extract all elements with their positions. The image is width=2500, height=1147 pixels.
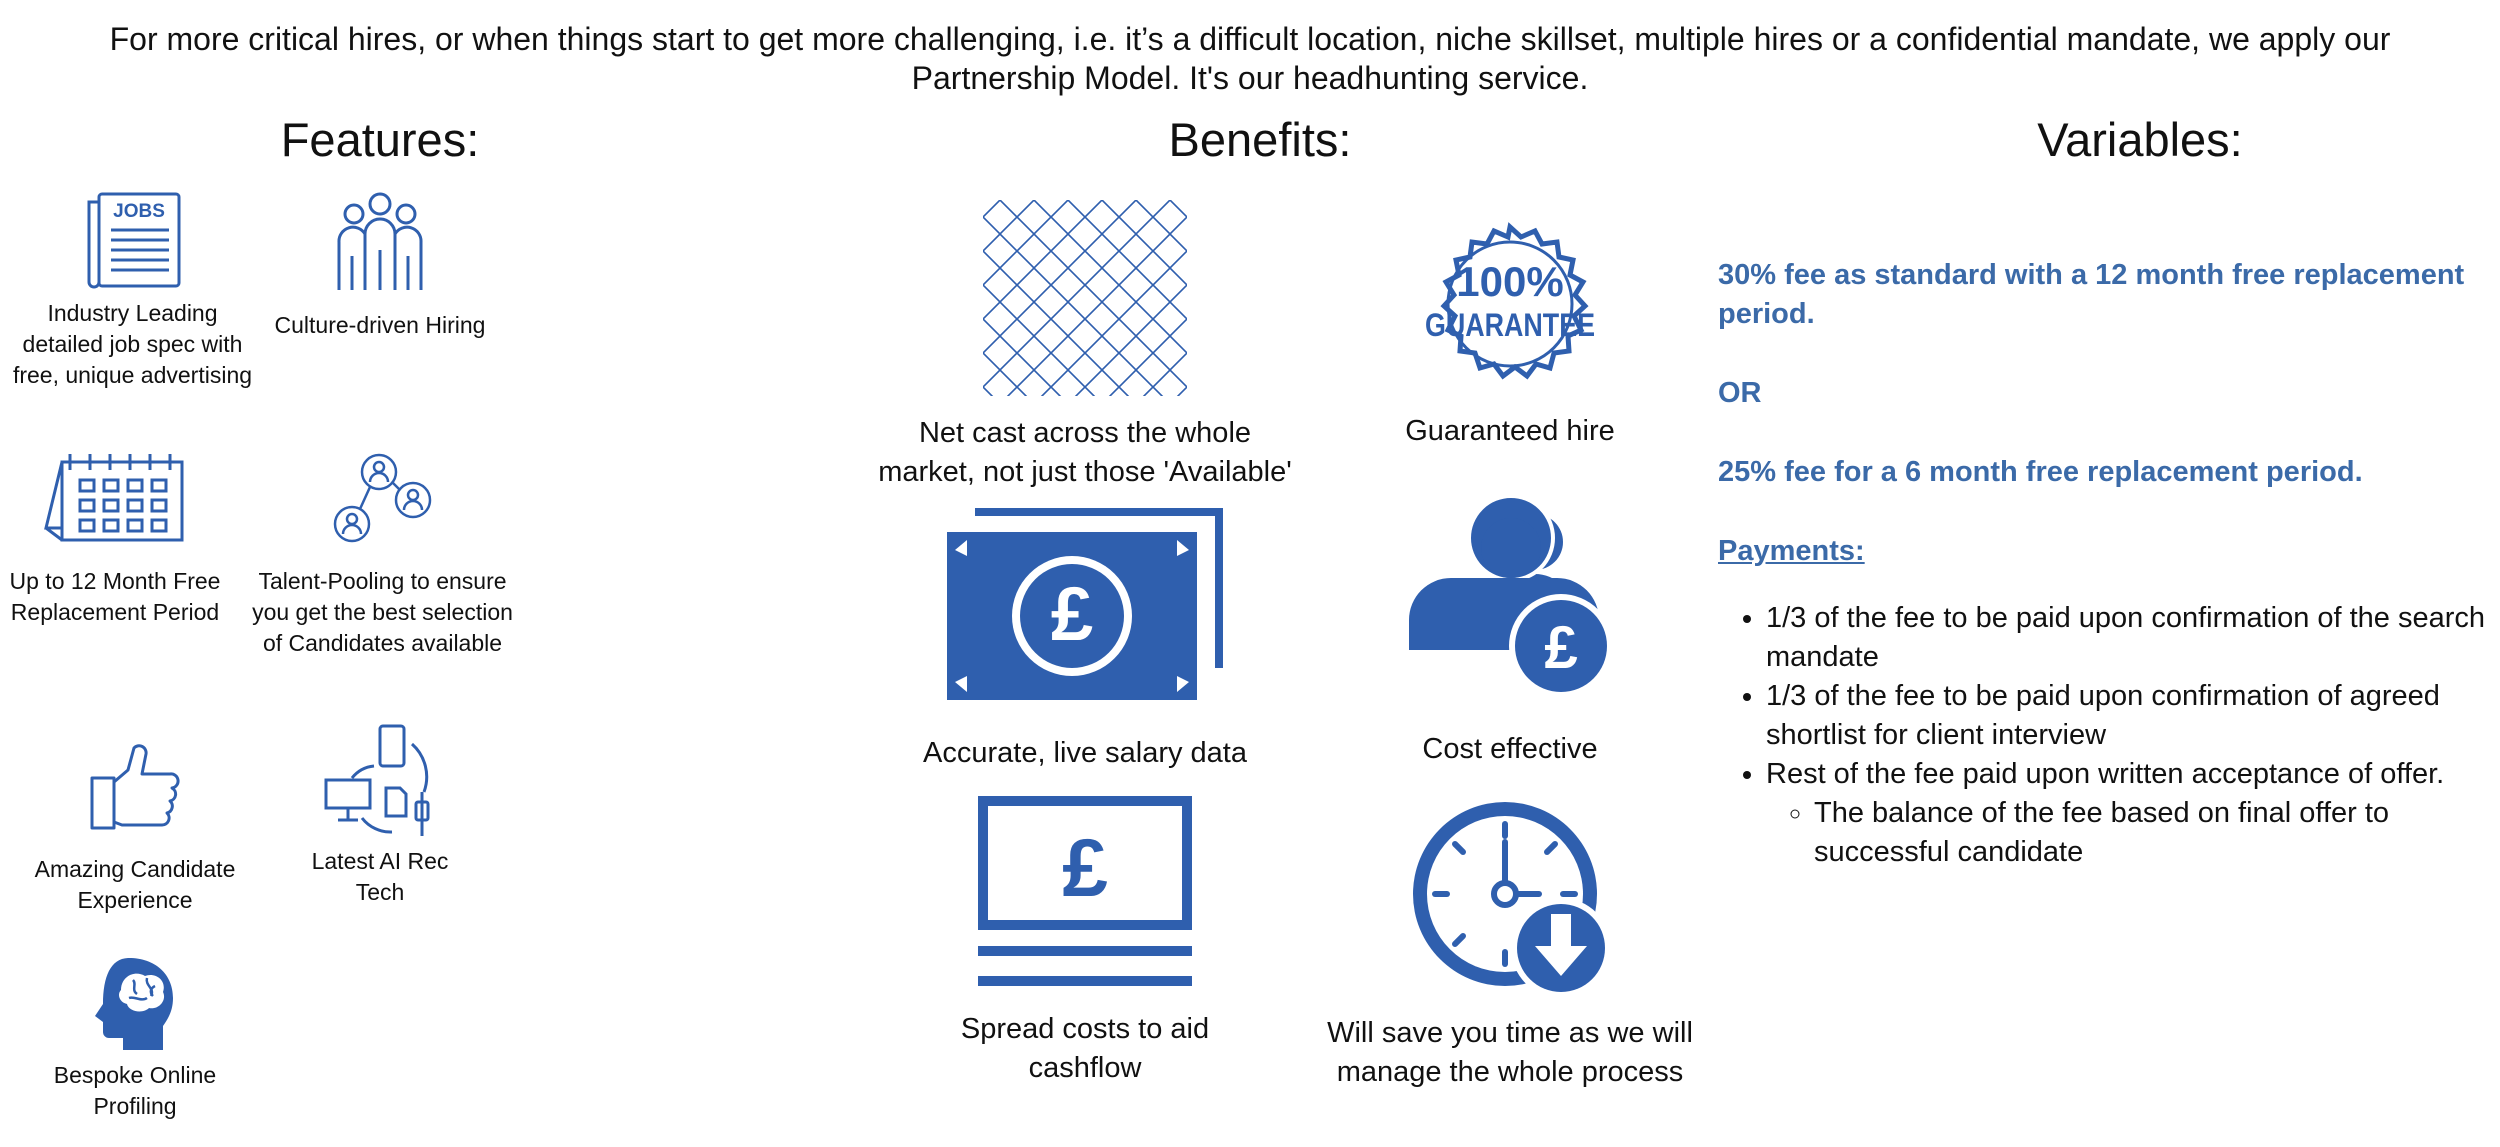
pound-symbol: £ [1062,823,1108,914]
feature-item-candidate-experience [20,742,250,916]
feature-item-ai-rec-tech [290,722,470,908]
intro-text: For more critical hires, or when things start to get more challenging, i.e. it’s a difficult location, niche skillset, multiple hires or a confidential mandate, we apply our Partnership Model. It's our headhunting service. [109,21,2391,96]
jobs-newspaper-icon [83,190,183,290]
benefit-label: Will save you time as we will manage the whole process [1327,1017,1693,1088]
feature-label: Industry Leading detailed job spec with free, unique advertising [12,300,253,388]
seal-bottom-text: GUARANTEE [1425,307,1595,343]
network-people-icon [328,452,438,544]
fee-standard-text: 30% fee as standard with a 12 month free replacement period. [1718,259,2465,330]
feature-item-profiling [10,956,260,1122]
payment-item-text: Rest of the fee paid upon written acceptance of offer. [1766,758,2445,790]
feature-item-replacement [0,452,230,628]
variables-panel [1718,256,2488,872]
payments-list [1718,599,2488,872]
pound-symbol: £ [1050,572,1094,657]
benefit-label: Spread costs to aid cashflow [960,1013,1210,1084]
devices-tech-icon [322,722,438,840]
net-mesh-icon [983,200,1187,396]
payments-sublist [1766,794,2488,872]
feature-label: Talent-Pooling to ensure you get the best selection of Candidates available [252,568,513,656]
feature-item-culture [260,190,500,341]
benefit-item-cashflow [920,796,1250,1088]
thumbs-up-icon [88,742,182,832]
pound-symbol: £ [1544,614,1578,681]
benefit-item-net [870,200,1300,492]
feature-item-talent-pooling [245,452,520,659]
benefit-item-guarantee [1340,208,1680,451]
or-text: OR [1718,377,1762,409]
pound-invoice-icon [978,796,1192,992]
calendar-icon [40,452,190,544]
benefit-item-time [1300,796,1720,1092]
team-people-icon [325,190,435,294]
seal-top-text: 100% [1456,258,1564,305]
benefits-heading: Benefits: [1168,113,1352,166]
benefit-label: Cost effective [1422,733,1598,765]
feature-label: Culture-driven Hiring [274,312,486,338]
people-pound-icon [1407,496,1613,702]
features-heading: Features: [280,113,480,166]
payment-item: • 1/3 of the fee to be paid upon confirmation of agreed shortlist for client interview [1766,677,2488,755]
payment-subitem: ◦ The balance of the fee based on final offer to successful candidate [1814,794,2488,872]
benefit-label: Guaranteed hire [1405,415,1615,447]
benefit-item-cost [1340,496,1680,769]
feature-label: Amazing Candidate Experience [34,856,236,913]
benefit-label: Accurate, live salary data [923,737,1247,769]
clock-download-icon [1407,796,1613,996]
jobs-badge-text: JOBS [112,201,165,222]
feature-item-job-spec [10,190,255,391]
payments-heading: Payments: [1718,535,1865,567]
pound-banknote-icon [947,508,1223,700]
feature-label: Bespoke Online Profiling [53,1062,217,1119]
feature-label: Up to 12 Month Free Replacement Period [9,568,221,625]
feature-label: Latest AI Rec Tech [311,848,449,905]
benefit-item-salary [910,508,1260,773]
payment-item [1766,755,2488,872]
benefit-label: Net cast across the whole market, not just those 'Available' [878,417,1292,488]
variables-heading: Variables: [2037,113,2243,166]
fee-alt-text: 25% fee for a 6 month free replacement period. [1718,456,2363,488]
brain-head-icon [93,956,177,1052]
guarantee-seal-icon [1413,208,1607,398]
payment-item: • 1/3 of the fee to be paid upon confirmation of the search mandate [1766,599,2488,677]
